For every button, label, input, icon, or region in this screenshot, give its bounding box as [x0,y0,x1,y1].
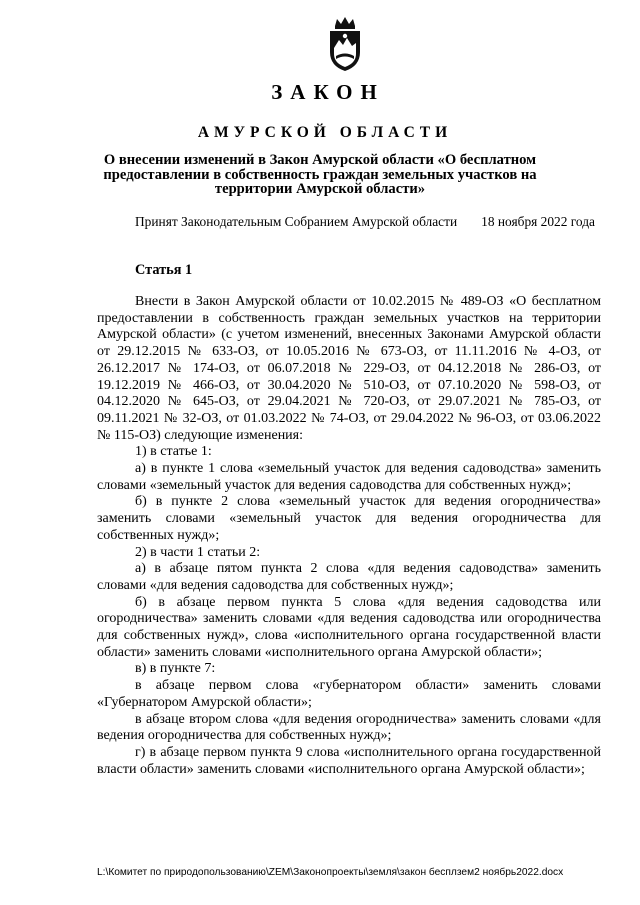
law-title: ЗАКОН [271,80,385,104]
adoption-date: 18 ноября 2022 года [481,214,595,229]
coat-of-arms-icon [323,16,367,72]
article-heading: Статья 1 [135,262,193,278]
paragraph: в абзаце втором слова «для ведения огородничества» заменить словами «для ведения огородничества для собственных нужд»; [97,711,601,744]
paragraph: 2) в части 1 статьи 2: [135,544,261,560]
file-path-footer: L:\Комитет по природопользованию\ZEM\Законопроекты\земля\закон бесплзем2 ноябрь2022.docx [97,867,564,878]
paragraph: 1) в статье 1: [135,444,212,460]
law-subject-text: О внесении изменений в Закон Амурской области «О бесплатном предоставлении в собственность граждан земельных участков на территории Амурской области» [103,152,537,198]
paragraph: в абзаце первом слова «губернатором области» заменить словами «Губернатором Амурской области»; [97,678,601,710]
region-title: АМУРСКОЙ ОБЛАСТИ [197,124,453,141]
article-body [97,294,601,778]
paragraph: в) в пункте 7: [135,661,216,677]
paragraph: Внести в Закон Амурской области от 10.02.2015 № 489-ОЗ «О бесплатном предоставлении в собственность граждан земельных участков на территории Амурской области» (с учетом изменений, внесенных Законами Амурской области от 29.12.2015 № 633-ОЗ, от 10.05.2016 № 673-ОЗ, от 11.11.2016 № 4-ОЗ, от 26.12.2017 № 174-ОЗ, от 06.07.2018 № 229-ОЗ, от 04.12.2018 № 286-ОЗ, от 19.12.2019 № 466-ОЗ, от 30.04.2020 № 510-ОЗ, от 07.10.2020 № 598-ОЗ, от 04.12.2020 № 645-ОЗ, от 29.04.2021 № 720-ОЗ, от 29.07.2021 № 785-ОЗ, от 09.11.2021 № 32-ОЗ, от 01.03.2022 № 74-ОЗ, от 29.04.2022 № 96-ОЗ, от 03.06.2022 № 115-ОЗ) следующие изменения: [97,294,601,443]
adoption-line [135,214,595,230]
paragraph: а) в пункте 1 слова «земельный участок для ведения садоводства» заменить словами «земельный участок для ведения садоводства для собственных нужд»; [97,461,601,493]
paragraph: б) в пункте 2 слова «земельный участок для ведения огородничества» заменить словами «земельный участок для ведения огородничества для собственных нужд»; [97,494,601,543]
paragraph: б) в абзаце первом пункта 5 слова «для ведения садоводства или огородничества» заменить словами «для ведения садоводства или огородничества для собственных нужд», слова «исполнительного органа государственной власти области» заменить словами «исполнительного органа Амурской области»; [97,594,601,660]
paragraph: г) в абзаце первом пункта 9 слова «исполнительного органа государственной власти области» заменить словами «исполнительного органа Амурской области»; [97,744,601,777]
law-subject [0,153,640,197]
adoption-text: Принят Законодательным Собранием Амурской области [135,214,458,229]
paragraph: а) в абзаце пятом пункта 2 слова «для ведения садоводства» заменить словами «для ведения садоводства для собственных нужд»; [97,561,601,593]
